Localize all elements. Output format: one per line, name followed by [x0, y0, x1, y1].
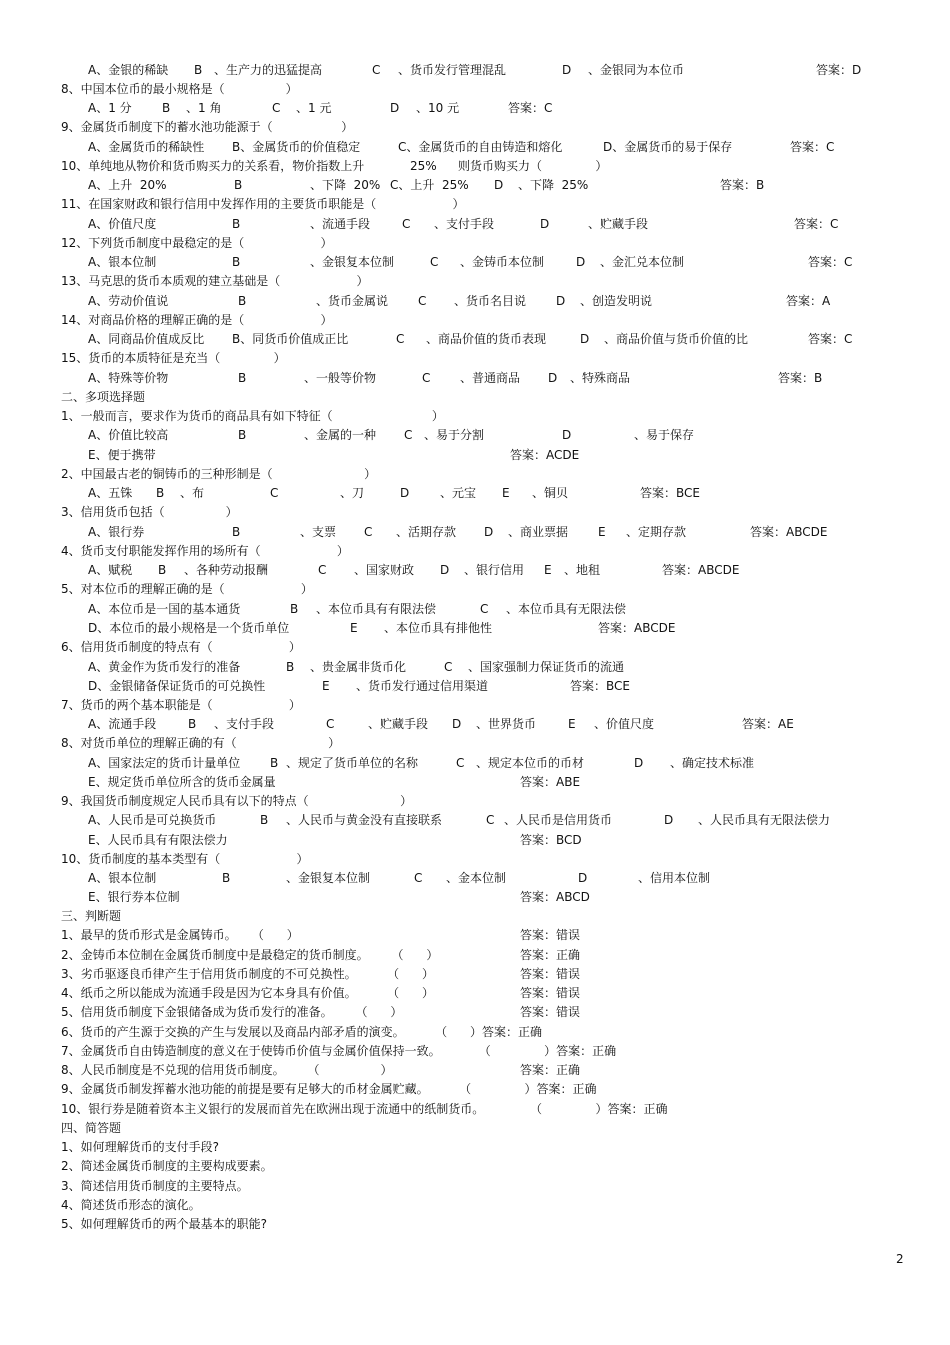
- text-segment: 、商品价值的货币表现: [426, 332, 547, 346]
- text-segment: B: [260, 813, 269, 827]
- text-segment: B: [232, 217, 241, 231]
- text-segment: A、金银的稀缺: [88, 63, 169, 77]
- text-segment: 7、货币的两个基本职能是（ ）: [61, 698, 301, 712]
- text-segment: 答案：C: [790, 140, 835, 154]
- text-line: [0, 235, 950, 251]
- text-segment: 、地租: [564, 563, 601, 577]
- text-line: [0, 389, 950, 405]
- text-segment: C、金属货币的自由铸造和熔化: [398, 140, 563, 154]
- text-segment: D: [562, 428, 572, 442]
- text-line: [0, 1062, 950, 1078]
- text-segment: 答案：B: [778, 371, 823, 385]
- text-segment: 、支付手段: [434, 217, 495, 231]
- text-segment: 9、我国货币制度规定人民币具有以下的特点（ ）: [61, 794, 413, 808]
- text-segment: 、10 元: [416, 101, 460, 115]
- text-segment: 二、多项选择题: [61, 390, 146, 404]
- text-segment: 、生产力的迅猛提高: [214, 63, 323, 77]
- text-segment: D: [576, 255, 586, 269]
- text-segment: 则货币购买力（ ）: [458, 159, 608, 173]
- text-line: [0, 620, 950, 636]
- text-segment: 、商品价值与货币价值的比: [604, 332, 749, 346]
- text-segment: 、银行信用: [464, 563, 525, 577]
- text-segment: 、金银复本位制: [286, 871, 371, 885]
- text-segment: C: [422, 371, 431, 385]
- text-line: [0, 639, 950, 655]
- text-line: [0, 408, 950, 424]
- text-segment: 25%: [410, 159, 437, 173]
- text-segment: B: [156, 486, 165, 500]
- text-segment: B: [290, 602, 299, 616]
- text-line: [0, 1178, 950, 1194]
- text-line: [0, 485, 950, 501]
- text-segment: 14、对商品价格的理解正确的是（ ）: [61, 313, 333, 327]
- text-segment: 10、货币制度的基本类型有（ ）: [61, 852, 309, 866]
- text-segment: 答案：ACDE: [510, 448, 580, 462]
- text-segment: 答案：错误: [520, 928, 581, 942]
- text-segment: C: [456, 756, 465, 770]
- text-segment: 5、如何理解货币的两个最基本的职能?: [61, 1217, 268, 1231]
- text-line: [0, 1043, 950, 1059]
- text-line: [0, 1216, 950, 1232]
- text-segment: D、本位币的最小规格是一个货币单位: [88, 621, 290, 635]
- text-segment: C: [270, 486, 279, 500]
- text-segment: 、活期存款: [396, 525, 457, 539]
- text-segment: 、规定本位币的币材: [476, 756, 585, 770]
- text-segment: 、金本位制: [446, 871, 507, 885]
- text-line: [0, 312, 950, 328]
- text-line: [0, 119, 950, 135]
- text-segment: 答案：C: [794, 217, 839, 231]
- text-segment: 6、货币的产生源于交换的产生与发展以及商品内部矛盾的演变。 （ ）答案：正确: [61, 1025, 543, 1039]
- text-segment: A、赋税: [88, 563, 133, 577]
- text-segment: D: [562, 63, 572, 77]
- text-segment: A、人民币是可兑换货币: [88, 813, 217, 827]
- text-line: [0, 543, 950, 559]
- text-segment: 、刀: [340, 486, 365, 500]
- text-segment: 答案：ABE: [520, 775, 581, 789]
- text-segment: 、世界货币: [476, 717, 537, 731]
- text-segment: 4、货币支付职能发挥作用的场所有（ ）: [61, 544, 349, 558]
- text-segment: 、人民币具有无限法偿力: [698, 813, 831, 827]
- text-segment: A、本位币是一国的基本通货: [88, 602, 241, 616]
- text-segment: A、价值尺度: [88, 217, 157, 231]
- text-segment: 、国家财政: [354, 563, 415, 577]
- text-segment: B: [234, 178, 243, 192]
- text-segment: 、定期存款: [626, 525, 687, 539]
- text-segment: 答案：C: [808, 332, 853, 346]
- text-segment: C、上升 25%: [390, 178, 469, 192]
- text-segment: 答案：错误: [520, 967, 581, 981]
- text-segment: 答案：C: [508, 101, 553, 115]
- text-segment: A、价值比较高: [88, 428, 169, 442]
- text-segment: E: [350, 621, 358, 635]
- text-segment: A、同商品价值成反比: [88, 332, 205, 346]
- text-segment: 、金银同为本位币: [588, 63, 685, 77]
- text-segment: 、本位币具有有限法偿: [316, 602, 437, 616]
- text-segment: 、金属的一种: [304, 428, 377, 442]
- text-segment: 答案：错误: [520, 986, 581, 1000]
- text-line: [0, 196, 950, 212]
- text-segment: 、一般等价物: [304, 371, 377, 385]
- text-segment: D: [400, 486, 410, 500]
- text-segment: 、支付手段: [214, 717, 275, 731]
- text-segment: 答案：错误: [520, 1005, 581, 1019]
- text-line: [0, 293, 950, 309]
- text-segment: 10、单纯地从物价和货币购买力的关系看，物价指数上升: [61, 159, 365, 173]
- text-segment: 、货币名目说: [454, 294, 527, 308]
- text-segment: 4、简述货币形态的演化。: [61, 1198, 201, 1212]
- text-segment: B: [238, 294, 247, 308]
- text-segment: B: [158, 563, 167, 577]
- text-segment: 、贵金属非货币化: [310, 660, 407, 674]
- text-segment: E、规定货币单位所含的货币金属量: [88, 775, 276, 789]
- text-line: [0, 370, 950, 386]
- text-segment: 、铜贝: [532, 486, 569, 500]
- text-segment: D: [664, 813, 674, 827]
- text-line: [0, 139, 950, 155]
- text-segment: C: [396, 332, 405, 346]
- text-segment: C: [404, 428, 413, 442]
- text-segment: 3、简述信用货币制度的主要特点。: [61, 1179, 249, 1193]
- text-segment: 2、中国最古老的铜铸币的三种形制是（ ）: [61, 467, 377, 481]
- text-line: [0, 889, 950, 905]
- text-segment: 7、金属货币自由铸造制度的意义在于使铸币价值与金属价值保持一致。 （ ）答案：正确: [61, 1044, 617, 1058]
- text-segment: 、易于保存: [634, 428, 695, 442]
- text-segment: 、创造发明说: [580, 294, 653, 308]
- text-segment: D、金属货币的易于保存: [603, 140, 733, 154]
- text-segment: B: [232, 255, 241, 269]
- text-line: [0, 100, 950, 116]
- text-segment: A、银本位制: [88, 871, 157, 885]
- text-segment: 四、简答题: [61, 1121, 122, 1135]
- text-segment: 、人民币与黄金没有直接联系: [286, 813, 443, 827]
- text-segment: B: [238, 428, 247, 442]
- text-line: [0, 581, 950, 597]
- text-segment: 5、对本位币的理解正确的是（ ）: [61, 582, 313, 596]
- text-segment: D: [580, 332, 590, 346]
- text-segment: A、流通手段: [88, 717, 157, 731]
- text-line: [0, 1158, 950, 1174]
- text-segment: 、确定技术标准: [670, 756, 755, 770]
- text-segment: D: [578, 871, 588, 885]
- text-segment: 8、中国本位币的最小规格是（ ）: [61, 82, 298, 96]
- text-segment: 12、下列货币制度中最稳定的是（ ）: [61, 236, 333, 250]
- text-line: [0, 774, 950, 790]
- text-line: [0, 793, 950, 809]
- text-segment: 答案：正确: [520, 1063, 581, 1077]
- text-line: [0, 273, 950, 289]
- text-segment: 、金汇兑本位制: [600, 255, 685, 269]
- text-line: [0, 350, 950, 366]
- text-segment: 、信用本位制: [638, 871, 711, 885]
- text-line: [0, 216, 950, 232]
- text-line: [0, 1081, 950, 1097]
- text-segment: D: [556, 294, 566, 308]
- text-segment: 、特殊商品: [570, 371, 631, 385]
- text-segment: C: [372, 63, 381, 77]
- text-line: [0, 158, 950, 174]
- text-line: [0, 562, 950, 578]
- text-segment: 、易于分割: [424, 428, 485, 442]
- text-segment: 答案：ABCDE: [750, 525, 828, 539]
- text-segment: 、贮藏手段: [368, 717, 429, 731]
- text-segment: 3、信用货币包括（ ）: [61, 505, 238, 519]
- text-segment: C: [326, 717, 335, 731]
- text-segment: 、规定了货币单位的名称: [286, 756, 419, 770]
- text-segment: C: [402, 217, 411, 231]
- text-line: [0, 62, 950, 78]
- text-segment: D: [634, 756, 644, 770]
- text-line: [0, 870, 950, 886]
- text-segment: 、金银复本位制: [310, 255, 395, 269]
- text-segment: 、流通手段: [310, 217, 371, 231]
- text-segment: C: [272, 101, 281, 115]
- text-line: [0, 504, 950, 520]
- text-segment: 、金铸币本位制: [460, 255, 545, 269]
- text-segment: 、1 角: [186, 101, 222, 115]
- text-segment: 、普通商品: [460, 371, 521, 385]
- text-segment: 、价值尺度: [594, 717, 655, 731]
- text-line: [0, 1197, 950, 1213]
- text-line: [0, 1024, 950, 1040]
- text-line: [0, 1139, 950, 1155]
- text-segment: D、金银储备保证货币的可兑换性: [88, 679, 266, 693]
- text-segment: 、支票: [300, 525, 337, 539]
- text-line: [0, 1004, 950, 1020]
- text-segment: 答案：正确: [520, 948, 581, 962]
- text-segment: A、劳动价值说: [88, 294, 169, 308]
- text-segment: C: [418, 294, 427, 308]
- text-segment: D: [452, 717, 462, 731]
- text-segment: B、同货币价值成正比: [232, 332, 349, 346]
- text-line: [0, 466, 950, 482]
- text-segment: 、下降 20%: [310, 178, 381, 192]
- text-line: [0, 755, 950, 771]
- text-segment: 2、金铸币本位制在金属货币制度中是最稳定的货币制度。 （ ）: [61, 948, 439, 962]
- text-segment: E: [322, 679, 330, 693]
- text-segment: 5、信用货币制度下金银储备成为货币发行的准备。 （ ）: [61, 1005, 403, 1019]
- text-segment: B: [270, 756, 279, 770]
- text-segment: 10、银行券是随着资本主义银行的发展而首先在欧洲出现于流通中的纸制货币。 （ ）答案：正确: [61, 1102, 668, 1116]
- text-segment: 三、判断题: [61, 909, 122, 923]
- text-line: [0, 524, 950, 540]
- text-segment: 、元宝: [440, 486, 477, 500]
- text-segment: 2、简述金属货币制度的主要构成要素。: [61, 1159, 273, 1173]
- text-segment: E: [502, 486, 510, 500]
- text-segment: 、贮藏手段: [588, 217, 649, 231]
- text-segment: 9、金属货币制发挥蓄水池功能的前提是要有足够大的币材金属贮藏。 （ ）答案：正确: [61, 1082, 597, 1096]
- text-segment: B: [194, 63, 203, 77]
- text-line: [0, 1101, 950, 1117]
- text-segment: 答案：BCE: [570, 679, 630, 693]
- text-segment: C: [414, 871, 423, 885]
- text-segment: 3、劣币驱逐良币律产生于信用货币制度的不可兑换性。 （ ）: [61, 967, 435, 981]
- text-segment: C: [480, 602, 489, 616]
- text-segment: 4、纸币之所以能成为流通手段是因为它本身具有价值。 （ ）: [61, 986, 435, 1000]
- text-line: [0, 985, 950, 1001]
- text-segment: 答案：ABCDE: [662, 563, 740, 577]
- text-segment: 13、马克思的货币本质观的建立基础是（ ）: [61, 274, 369, 288]
- text-segment: C: [430, 255, 439, 269]
- text-line: [0, 697, 950, 713]
- text-segment: 答案：ABCD: [520, 890, 590, 904]
- text-line: [0, 735, 950, 751]
- text-segment: A、特殊等价物: [88, 371, 169, 385]
- text-segment: 、国家强制力保证货币的流通: [468, 660, 625, 674]
- text-segment: B、金属货币的价值稳定: [232, 140, 361, 154]
- text-segment: D: [540, 217, 550, 231]
- text-segment: 、商业票据: [508, 525, 569, 539]
- text-line: [0, 832, 950, 848]
- text-segment: 答案：ABCDE: [598, 621, 676, 635]
- text-line: [0, 1120, 950, 1136]
- text-segment: E、银行券本位制: [88, 890, 180, 904]
- text-line: [0, 427, 950, 443]
- text-segment: E: [544, 563, 552, 577]
- text-line: [0, 447, 950, 463]
- text-line: [0, 966, 950, 982]
- text-segment: D: [548, 371, 558, 385]
- text-line: [0, 81, 950, 97]
- text-segment: A、银行券: [88, 525, 145, 539]
- text-segment: 、下降 25%: [518, 178, 589, 192]
- text-segment: A、国家法定的货币计量单位: [88, 756, 241, 770]
- text-segment: E、便于携带: [88, 448, 156, 462]
- page-number: 2: [896, 1252, 904, 1266]
- text-segment: 、货币金属说: [316, 294, 389, 308]
- text-segment: D: [484, 525, 494, 539]
- text-line: [0, 601, 950, 617]
- text-line: [0, 254, 950, 270]
- text-segment: B: [188, 717, 197, 731]
- text-segment: 11、在国家财政和银行信用中发挥作用的主要货币职能是（ ）: [61, 197, 465, 211]
- text-segment: B: [232, 525, 241, 539]
- text-segment: C: [318, 563, 327, 577]
- text-line: [0, 947, 950, 963]
- text-segment: A、上升 20%: [88, 178, 167, 192]
- text-segment: D: [494, 178, 504, 192]
- text-segment: B: [162, 101, 171, 115]
- text-line: [0, 927, 950, 943]
- text-segment: A、金属货币的稀缺性: [88, 140, 205, 154]
- text-segment: D: [440, 563, 450, 577]
- text-segment: 、各种劳动报酬: [184, 563, 269, 577]
- text-segment: A、银本位制: [88, 255, 157, 269]
- text-line: [0, 331, 950, 347]
- text-segment: 、布: [180, 486, 205, 500]
- text-line: [0, 908, 950, 924]
- text-segment: 、货币发行管理混乱: [398, 63, 507, 77]
- text-line: [0, 716, 950, 732]
- text-segment: 8、对货币单位的理解正确的有（ ）: [61, 736, 341, 750]
- text-segment: 答案：BCE: [640, 486, 700, 500]
- text-segment: A、五铢: [88, 486, 133, 500]
- text-segment: E: [568, 717, 576, 731]
- text-segment: 、货币发行通过信用渠道: [356, 679, 489, 693]
- text-segment: 、本位币具有排他性: [384, 621, 493, 635]
- text-line: [0, 659, 950, 675]
- text-segment: 1、一般而言，要求作为货币的商品具有如下特征（ ）: [61, 409, 444, 423]
- text-line: [0, 177, 950, 193]
- text-segment: 9、金属货币制度下的蓄水池功能源于（ ）: [61, 120, 354, 134]
- text-segment: A、黄金作为货币发行的准备: [88, 660, 241, 674]
- text-segment: 答案：B: [720, 178, 765, 192]
- text-segment: 15、货币的本质特征是充当（ ）: [61, 351, 286, 365]
- text-segment: B: [238, 371, 247, 385]
- text-segment: 答案：D: [816, 63, 862, 77]
- text-line: [0, 851, 950, 867]
- text-segment: 、本位币具有无限法偿: [506, 602, 627, 616]
- text-segment: 1、如何理解货币的支付手段?: [61, 1140, 220, 1154]
- text-segment: A、1 分: [88, 101, 132, 115]
- text-segment: B: [222, 871, 231, 885]
- text-segment: 、1 元: [296, 101, 332, 115]
- text-segment: 答案：AE: [742, 717, 794, 731]
- text-segment: C: [486, 813, 495, 827]
- text-segment: 8、人民币制度是不兑现的信用货币制度。 （ ）: [61, 1063, 393, 1077]
- text-segment: C: [364, 525, 373, 539]
- text-segment: 答案：C: [808, 255, 853, 269]
- text-segment: 答案：A: [786, 294, 831, 308]
- text-line: [0, 678, 950, 694]
- text-segment: E、人民币具有有限法偿力: [88, 833, 228, 847]
- text-segment: B: [286, 660, 295, 674]
- text-line: [0, 812, 950, 828]
- text-segment: 6、信用货币制度的特点有（ ）: [61, 640, 301, 654]
- text-segment: 答案：BCD: [520, 833, 582, 847]
- text-segment: E: [598, 525, 606, 539]
- text-segment: C: [444, 660, 453, 674]
- text-segment: D: [390, 101, 400, 115]
- text-segment: 1、最早的货币形式是金属铸币。 （ ）: [61, 928, 299, 942]
- text-segment: 、人民币是信用货币: [504, 813, 613, 827]
